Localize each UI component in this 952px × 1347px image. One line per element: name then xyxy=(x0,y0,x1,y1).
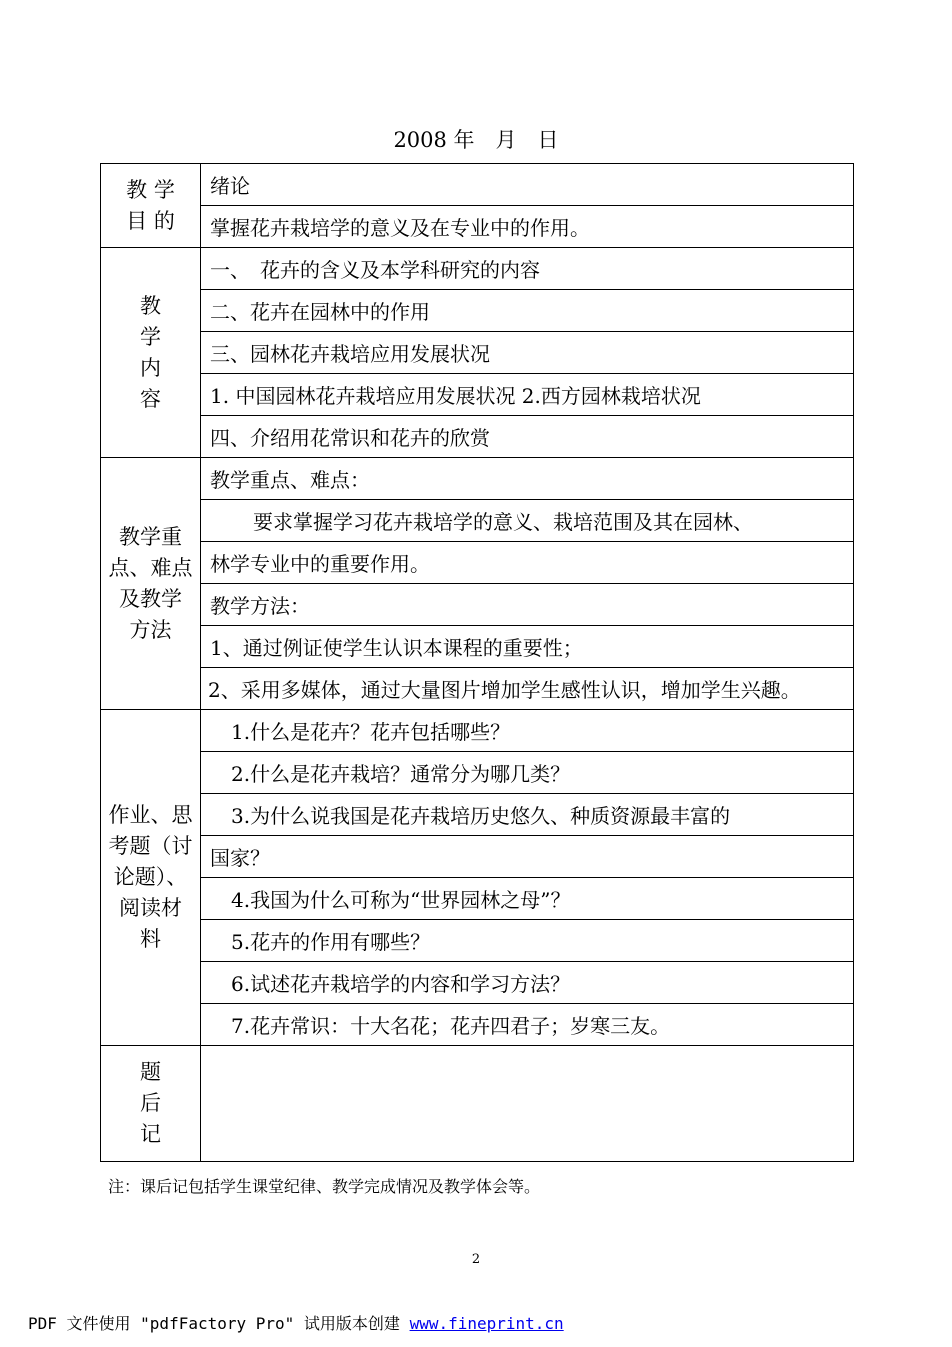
homework-row: 国家？ xyxy=(201,836,854,878)
key-points-row: 林学专业中的重要作用。 xyxy=(201,542,854,584)
lesson-plan-table xyxy=(100,163,854,1162)
key-points-label: 教学重 点、难点 及教学 方法 xyxy=(101,458,201,710)
objectives-row: 掌握花卉栽培学的意义及在专业中的作用。 xyxy=(201,206,854,248)
homework-row: 1.什么是花卉？花卉包括哪些？ xyxy=(201,710,854,752)
content-row: 1. 中国园林花卉栽培应用发展状况 2.西方园林栽培状况 xyxy=(201,374,854,416)
homework-row: 4.我国为什么可称为“世界园林之母”？ xyxy=(201,878,854,920)
homework-row: 5.花卉的作用有哪些？ xyxy=(201,920,854,962)
postscript-cell xyxy=(201,1046,854,1162)
key-points-row: 2、采用多媒体，通过大量图片增加学生感性认识，增加学生兴趣。 xyxy=(201,668,854,710)
key-points-row: 1、通过例证使学生认识本课程的重要性； xyxy=(201,626,854,668)
page-number: 2 xyxy=(471,1252,481,1267)
objectives-row: 绪论 xyxy=(201,164,854,206)
footer-text: PDF 文件使用 "pdfFactory Pro" 试用版本创建 xyxy=(28,1314,410,1333)
pdf-footer xyxy=(28,1311,564,1334)
content-row: 二、花卉在园林中的作用 xyxy=(201,290,854,332)
date-line: 2008 年 月 日 xyxy=(393,128,559,152)
postscript-label: 题 后 记 xyxy=(101,1046,201,1162)
key-points-row: 教学方法： xyxy=(201,584,854,626)
content-row: 四、介绍用花常识和花卉的欣赏 xyxy=(201,416,854,458)
homework-row: 7.花卉常识：十大名花；花卉四君子；岁寒三友。 xyxy=(201,1004,854,1046)
key-points-row: 要求掌握学习花卉栽培学的意义、栽培范围及其在园林、 xyxy=(201,500,854,542)
homework-label: 作业、思 考题（讨 论题）、 阅读材 料 xyxy=(101,710,201,1046)
homework-row: 2.什么是花卉栽培？通常分为哪几类？ xyxy=(201,752,854,794)
homework-row: 6.试述花卉栽培学的内容和学习方法？ xyxy=(201,962,854,1004)
key-points-row: 教学重点、难点： xyxy=(201,458,854,500)
content-label: 教 学 内 容 xyxy=(101,248,201,458)
objectives-label: 教 学 目 的 xyxy=(101,164,201,248)
footer-link[interactable]: www.fineprint.cn xyxy=(409,1314,564,1333)
table-note: 注：课后记包括学生课堂纪律、教学完成情况及教学体会等。 xyxy=(108,1177,541,1196)
content-row: 三、园林花卉栽培应用发展状况 xyxy=(201,332,854,374)
content-row: 一、 花卉的含义及本学科研究的内容 xyxy=(201,248,854,290)
homework-row: 3.为什么说我国是花卉栽培历史悠久、种质资源最丰富的 xyxy=(201,794,854,836)
